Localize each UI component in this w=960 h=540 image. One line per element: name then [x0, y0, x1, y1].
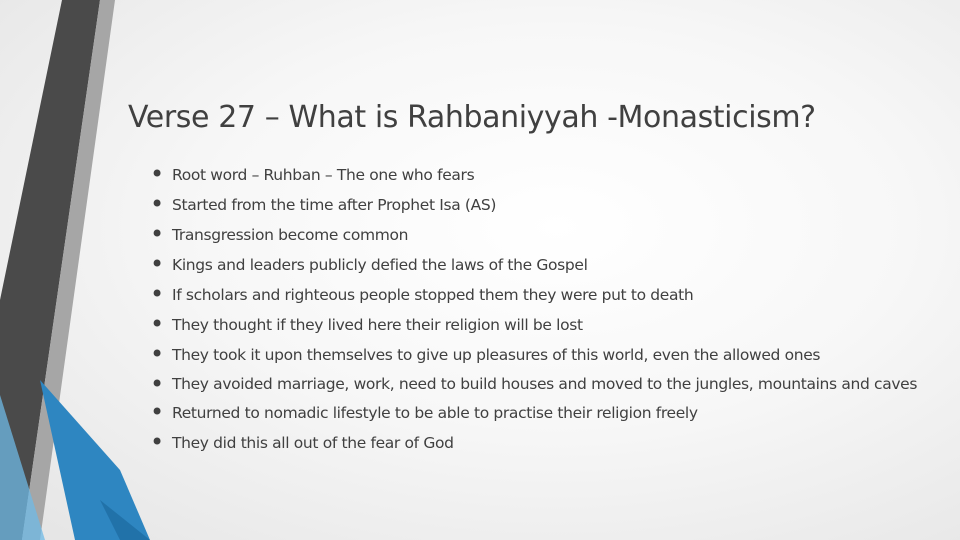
bullet-item: • Returned to nomadic lifestyle to be able to practise their religion freely	[150, 403, 940, 423]
bullet-list	[150, 165, 940, 453]
slide-title: Verse 27 – What is Rahbaniyyah -Monasticism?	[128, 100, 816, 135]
bullet-item: • They avoided marriage, work, need to build houses and moved to the jungles, mountains and caves	[150, 375, 940, 393]
bullet-item: • They took it upon themselves to give up pleasures of this world, even the allowed ones	[150, 345, 940, 365]
blue-stripe	[40, 380, 150, 540]
bullet-item: • Started from the time after Prophet Isa (AS)	[150, 195, 940, 215]
bullet-item: • They did this all out of the fear of God	[150, 433, 940, 453]
bullet-item: • They thought if they lived here their religion will be lost	[150, 315, 940, 335]
bullet-item: • Root word – Ruhban – The one who fears	[150, 165, 940, 185]
bullet-item: • Transgression become common	[150, 225, 940, 245]
bullet-item: • If scholars and righteous people stopped them they were put to death	[150, 285, 940, 305]
bullet-item: • Kings and leaders publicly defied the laws of the Gospel	[150, 255, 940, 275]
